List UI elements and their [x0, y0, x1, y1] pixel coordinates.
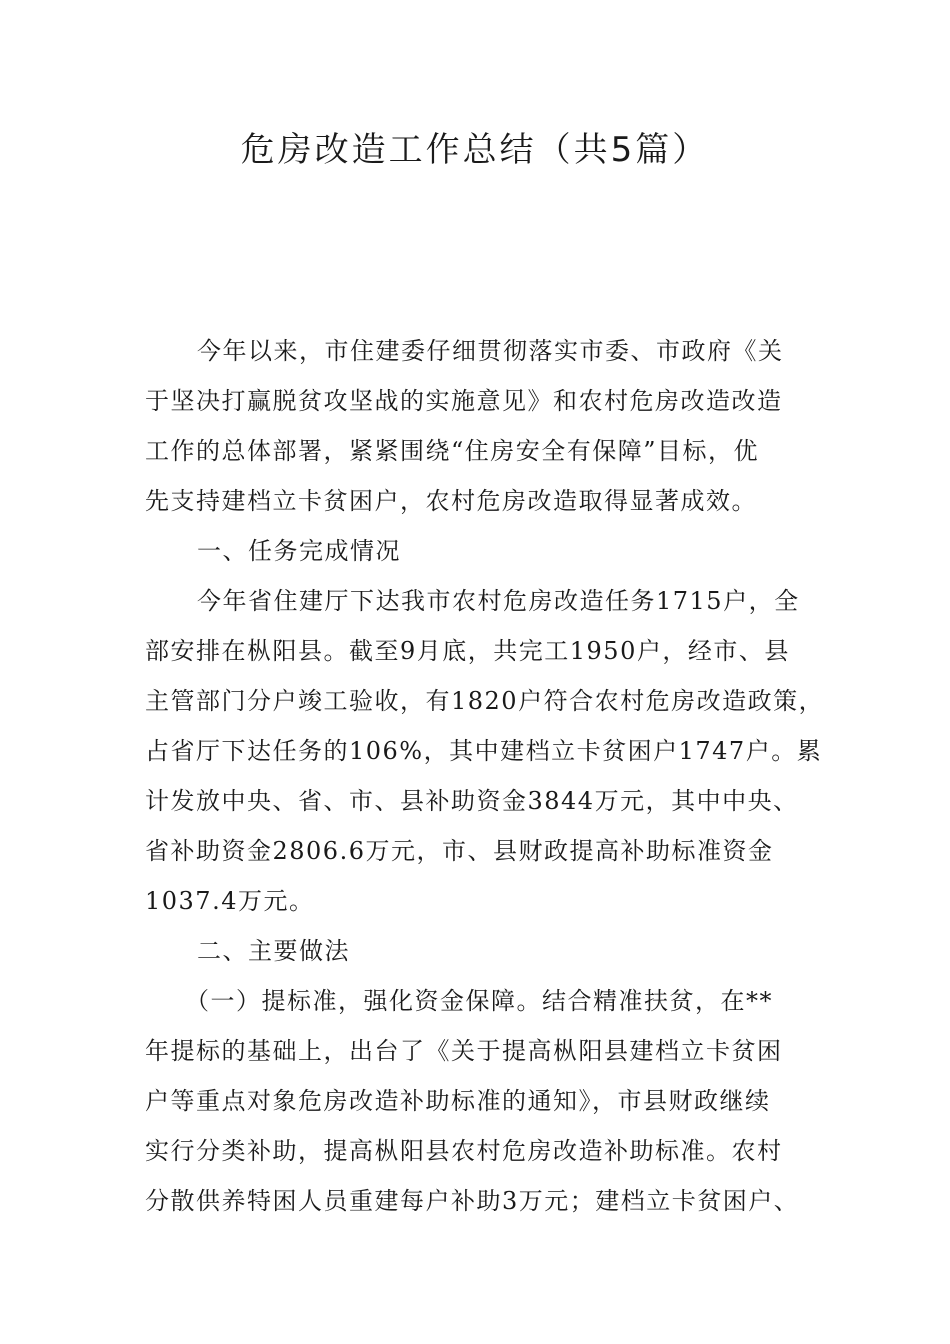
- text-line: 工作的总体部署，紧紧围绕“住房安全有保障”目标，优: [145, 437, 760, 465]
- text-line: 计发放中央、省、市、县补助资金3844万元，其中中央、: [145, 787, 799, 815]
- text-line: 1037.4万元。: [145, 887, 315, 915]
- document-body: [145, 326, 825, 1226]
- document-title: 危房改造工作总结（共5篇）: [240, 130, 710, 170]
- text-line: 占省厅下达任务的106%，其中建档立卡贫困户1747户。累: [145, 737, 823, 765]
- text-line: 户等重点对象危房改造补助标准的通知》，市县财政继续: [145, 1087, 771, 1115]
- section-heading-1: [145, 526, 825, 576]
- text-line: 二、主要做法: [197, 937, 350, 965]
- text-line: 省补助资金2806.6万元，市、县财政提高补助标准资金: [145, 837, 774, 865]
- section-heading-2: [145, 926, 825, 976]
- text-line: 分散供养特困人员重建每户补助3万元；建档立卡贫困户、: [145, 1187, 800, 1215]
- text-line: 实行分类补助，提高枞阳县农村危房改造补助标准。农村: [145, 1137, 783, 1165]
- text-line: 主管部门分户竣工验收，有1820户符合农村危房改造政策，: [145, 687, 825, 715]
- paragraph-raise-standards: [145, 976, 825, 1226]
- text-line: （一）提标准，强化资金保障。结合精准扶贫，在**: [185, 987, 773, 1015]
- text-line: 于坚决打赢脱贫攻坚战的实施意见》和农村危房改造改造: [145, 387, 783, 415]
- text-line: 一、任务完成情况: [197, 537, 401, 565]
- text-line: 年提标的基础上，出台了《关于提高枞阳县建档立卡贫困: [145, 1037, 783, 1065]
- text-line: 部安排在枞阳县。截至9月底，共完工1950户，经市、县: [145, 637, 790, 665]
- text-line: 今年省住建厅下达我市农村危房改造任务1715户，全: [197, 587, 800, 615]
- paragraph-task-completion: [145, 576, 825, 926]
- text-line: 先支持建档立卡贫困户，农村危房改造取得显著成效。: [145, 487, 757, 515]
- text-line: 今年以来，市住建委仔细贯彻落实市委、市政府《关: [197, 337, 784, 365]
- paragraph-intro: [145, 326, 825, 526]
